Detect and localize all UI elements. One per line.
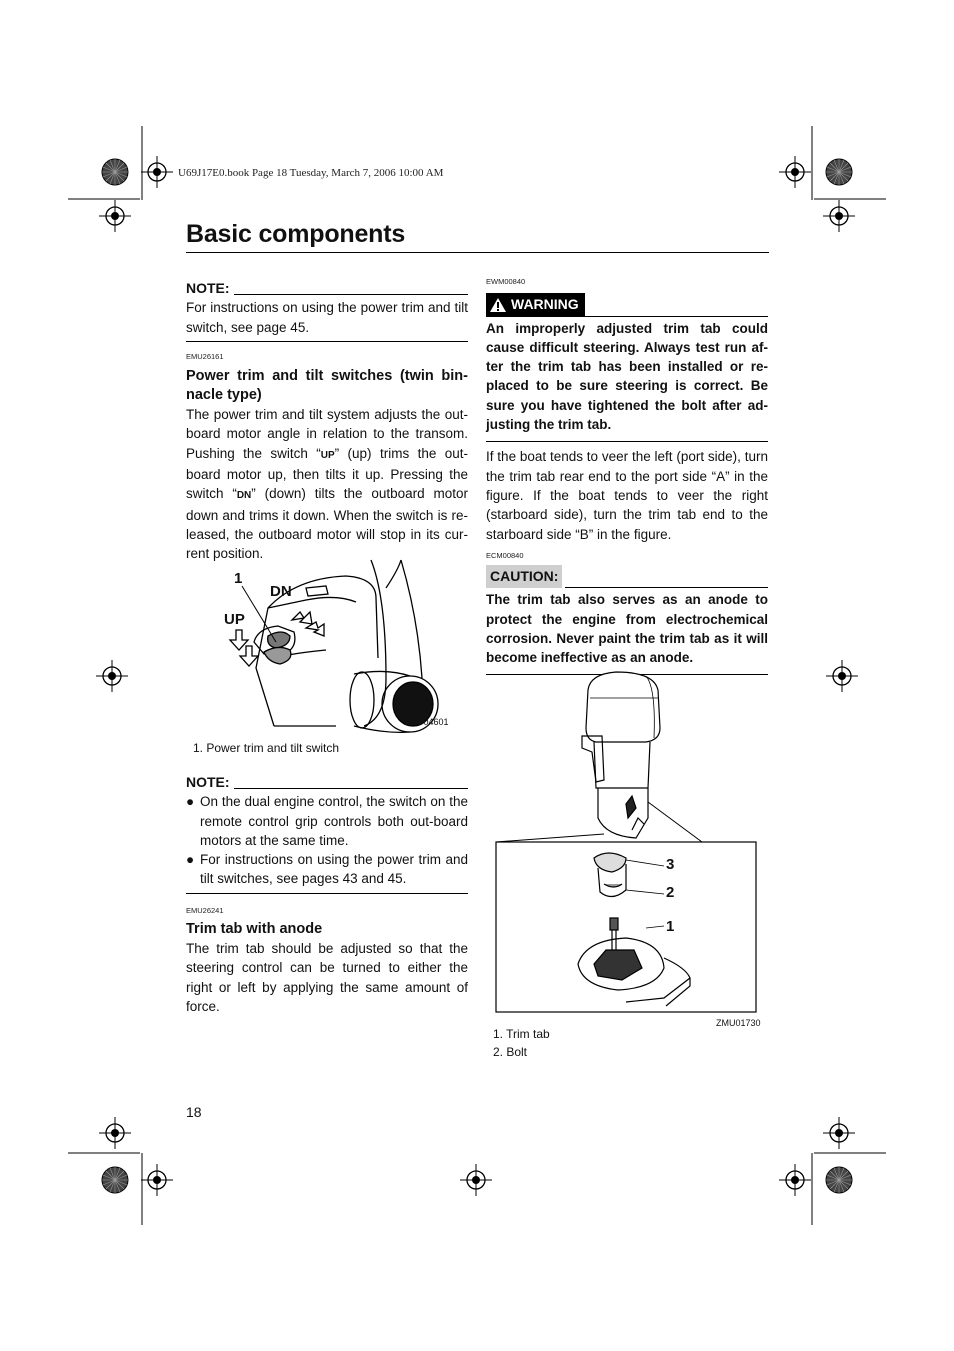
figure-label-2: 2 bbox=[666, 884, 675, 901]
note-label: NOTE: bbox=[186, 280, 230, 296]
right-column bbox=[486, 272, 768, 675]
page-title: Basic components bbox=[186, 220, 406, 248]
note-label: NOTE: bbox=[186, 774, 230, 790]
section-paragraph: The trim tab should be adjusted so that the steering control can be turned to either the right or left by applying the same amount of force. bbox=[186, 941, 468, 1014]
figure-caption-1: 1. Trim tab bbox=[493, 1027, 550, 1041]
warning-triangle-icon bbox=[490, 298, 506, 312]
trim-tab-figure bbox=[486, 668, 768, 1028]
book-file-header: U69J17E0.book Page 18 Tuesday, March 7, 2006 10:00 AM bbox=[178, 167, 444, 179]
figure-label-1: 1 bbox=[666, 918, 675, 935]
caution-heading bbox=[486, 565, 768, 588]
section-code: EMU26241 bbox=[186, 905, 224, 915]
warning-label: WARNING bbox=[511, 296, 579, 313]
switch-figure bbox=[186, 558, 468, 736]
left-column-lower bbox=[186, 773, 468, 1016]
note-heading bbox=[186, 773, 468, 792]
section-heading: Power trim and tilt switches (twin bin-nacle type) bbox=[186, 368, 468, 404]
page-number: 18 bbox=[186, 1104, 202, 1120]
trim-tab-illustration bbox=[486, 668, 768, 1028]
caution-text: The trim tab also serves as an anode to protect the engine from electrochemical corrosion. Never paint the trim tab as it will become ineffective as an anode. bbox=[486, 592, 768, 666]
warning-end-rule bbox=[486, 441, 768, 442]
warning-badge bbox=[486, 293, 585, 316]
list-item-text: On the dual engine control, the switch on the remote control grip controls both out-board motors at the same time. bbox=[200, 794, 468, 848]
figure-label-dn: DN bbox=[270, 583, 292, 600]
warning-code: EWM00840 bbox=[486, 277, 526, 286]
figure-label-3: 3 bbox=[666, 856, 675, 873]
paragraph-part: The power trim and tilt system adjusts the out-board motor angle in relation to the transom. Pushing the switch “ bbox=[186, 407, 468, 461]
switch-illustration bbox=[186, 558, 468, 736]
left-column bbox=[186, 279, 468, 564]
section-code: EMU26161 bbox=[186, 351, 224, 361]
note-heading bbox=[186, 279, 468, 298]
title-rule bbox=[186, 252, 769, 253]
warning-text: An improperly adjusted trim tab could cause difficult steering. Always test run af-ter the trim tab has been installed or re-placed to be sure steering is correct. Be sure you have tightened the bolt after ad-justing the trim tab. bbox=[486, 320, 768, 433]
figure-caption: 1. Power trim and tilt switch bbox=[193, 741, 340, 755]
warning-heading bbox=[486, 293, 768, 316]
bullet-icon: ● bbox=[186, 794, 195, 810]
figure-code: ZMU04601 bbox=[404, 717, 449, 727]
paragraph-part: ” (up) trims the out-board motor up, then tilts it up. Pressing the switch “ bbox=[186, 445, 469, 502]
note-text: For instructions on using the power trim and tilt switch, see page 45. bbox=[186, 300, 468, 335]
section-paragraph bbox=[186, 405, 468, 563]
up-switch-symbol: UP bbox=[320, 449, 335, 461]
note-end-rule bbox=[186, 893, 468, 894]
list-item bbox=[186, 850, 468, 889]
note-end-rule bbox=[186, 341, 468, 342]
figure-code: ZMU01730 bbox=[716, 1018, 761, 1028]
caution-label: CAUTION: bbox=[486, 565, 562, 588]
figure-label-up: UP bbox=[224, 611, 245, 628]
bullet-icon: ● bbox=[186, 852, 195, 868]
caution-code: ECM00840 bbox=[486, 550, 524, 560]
list-item bbox=[186, 792, 468, 850]
figure-label-1: 1 bbox=[234, 570, 243, 587]
body-paragraph: If the boat tends to veer the left (port side), turn the trim tab rear end to the port side “A” in the figure. If the boat tends to veer the right (starboard side), turn the trim tab end to the starboard side “B” in the figure. bbox=[486, 449, 768, 542]
paragraph-part: ” (down) tilts the outboard motor down and trims it down. When the switch is re-leased, the outboard motor will stop in its cur-rent position. bbox=[186, 486, 468, 562]
note-bullet-list bbox=[186, 792, 468, 888]
dn-switch-symbol: DN bbox=[236, 490, 252, 502]
figure-caption-2: 2. Bolt bbox=[493, 1045, 528, 1059]
list-item-text: For instructions on using the power trim and tilt switches, see pages 43 and 45. bbox=[200, 852, 468, 887]
section-heading: Trim tab with anode bbox=[186, 921, 323, 938]
